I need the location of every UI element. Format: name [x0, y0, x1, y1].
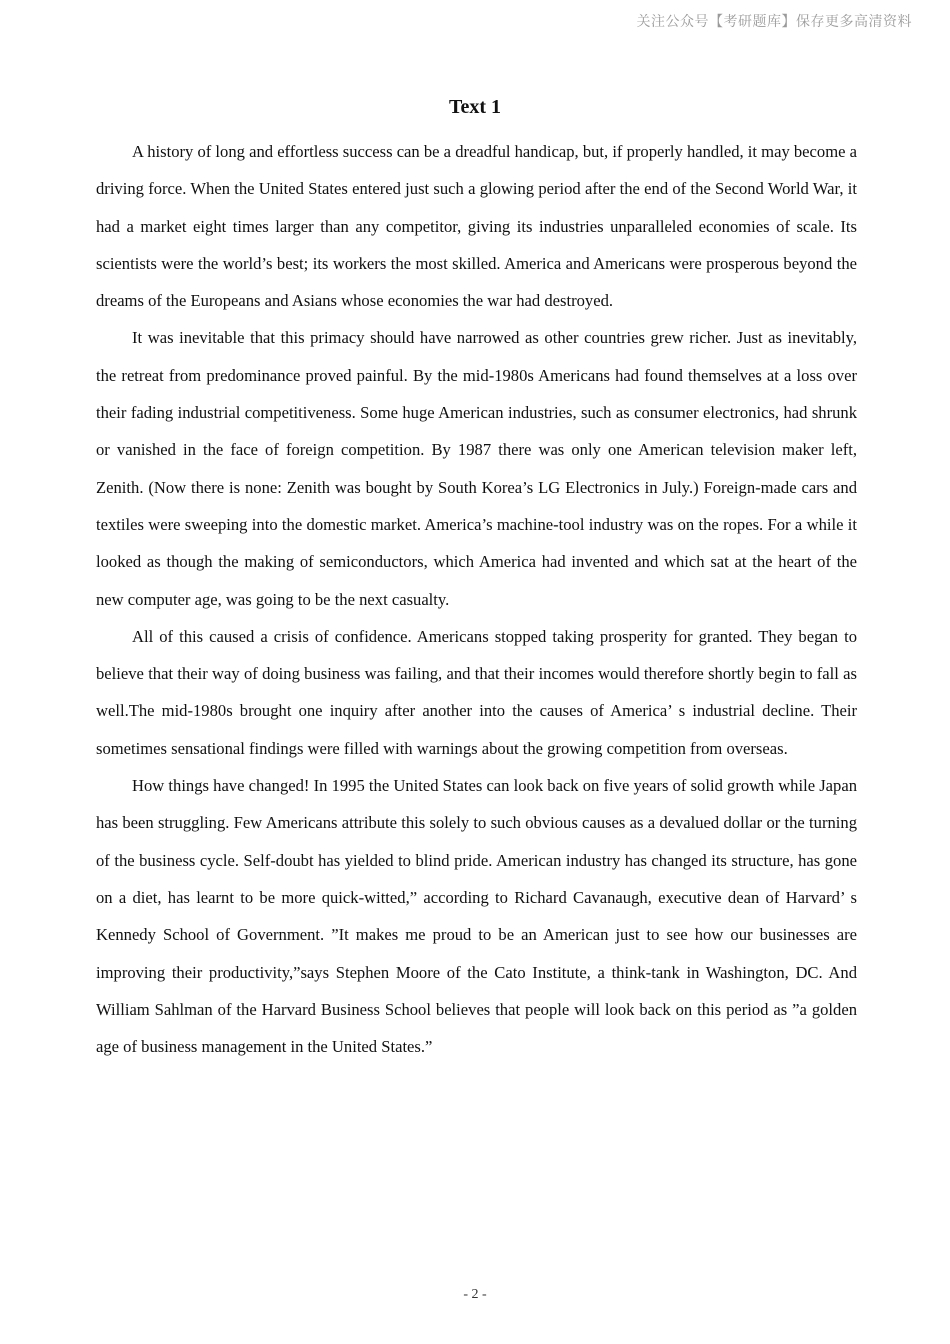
page-number: - 2 - — [463, 1287, 487, 1302]
paragraph-4: How things have changed! In 1995 the United States can look back on five years of solid growth while Japan has been struggling. Few Americans attribute this solely to such obvious causes as a devalued dollar or the turning of the business cycle. Self-doubt has yielded to blind pride. American industry has changed its structure, has gone on a diet, has learnt to be more quick-witted,” according to Richard Cavanaugh, executive dean of Harvard’ s Kennedy School of Government. ”It makes me proud to be an American just to see how our businesses are improving their productivity,”says Stephen Moore of the Cato Institute, a think-tank in Washington, DC. And William Sahlman of the Harvard Business School believes that people will look back on this period as ”a golden age of business management in the United States.” — [96, 776, 857, 1057]
paragraph-3: All of this caused a crisis of confidence. Americans stopped taking prosperity for granted. They began to believe that their way of doing business was failing, and that their incomes would therefore shortly begin to fall as well.The mid-1980s brought one inquiry after another into the causes of America’ s industrial decline. Their sometimes sensational findings were filled with warnings about the growing competition from overseas. — [96, 626, 857, 758]
page-title: Text 1 — [448, 96, 502, 118]
paragraph-1: A history of long and effortless success can be a dreadful handicap, but, if properly handled, it may become a driving force. When the United States entered just such a glowing period after the end of the Second World War, it had a market eight times larger than any competitor, giving its industries unparalleled economies of scale. Its scientists were the world’s best; its workers the most skilled. America and Americans were prosperous beyond the dreams of the Europeans and Asians whose economies the war had destroyed. — [96, 142, 857, 311]
watermark-text: 关注公众号【考研题库】保存更多高清资料 — [636, 14, 912, 30]
paragraph-2: It was inevitable that this primacy should have narrowed as other countries grew richer. Just as inevitably, the retreat from predominance proved painful. By the mid-1980s Americans had found themselves at a loss over their fading industrial competitiveness. Some huge American industries, such as consumer electronics, had shrunk or vanished in the face of foreign competition. By 1987 there was only one American television maker left, Zenith. (Now there is none: Zenith was bought by South Korea’s LG Electronics in July.) Foreign-made cars and textiles were sweeping into the domestic market. America’s machine-tool industry was on the ropes. For a while it looked as though the making of semiconductors, which America had invented and which sat at the heart of the new computer age, was going to be the next casualty. — [96, 328, 857, 609]
article-body — [96, 133, 857, 1065]
